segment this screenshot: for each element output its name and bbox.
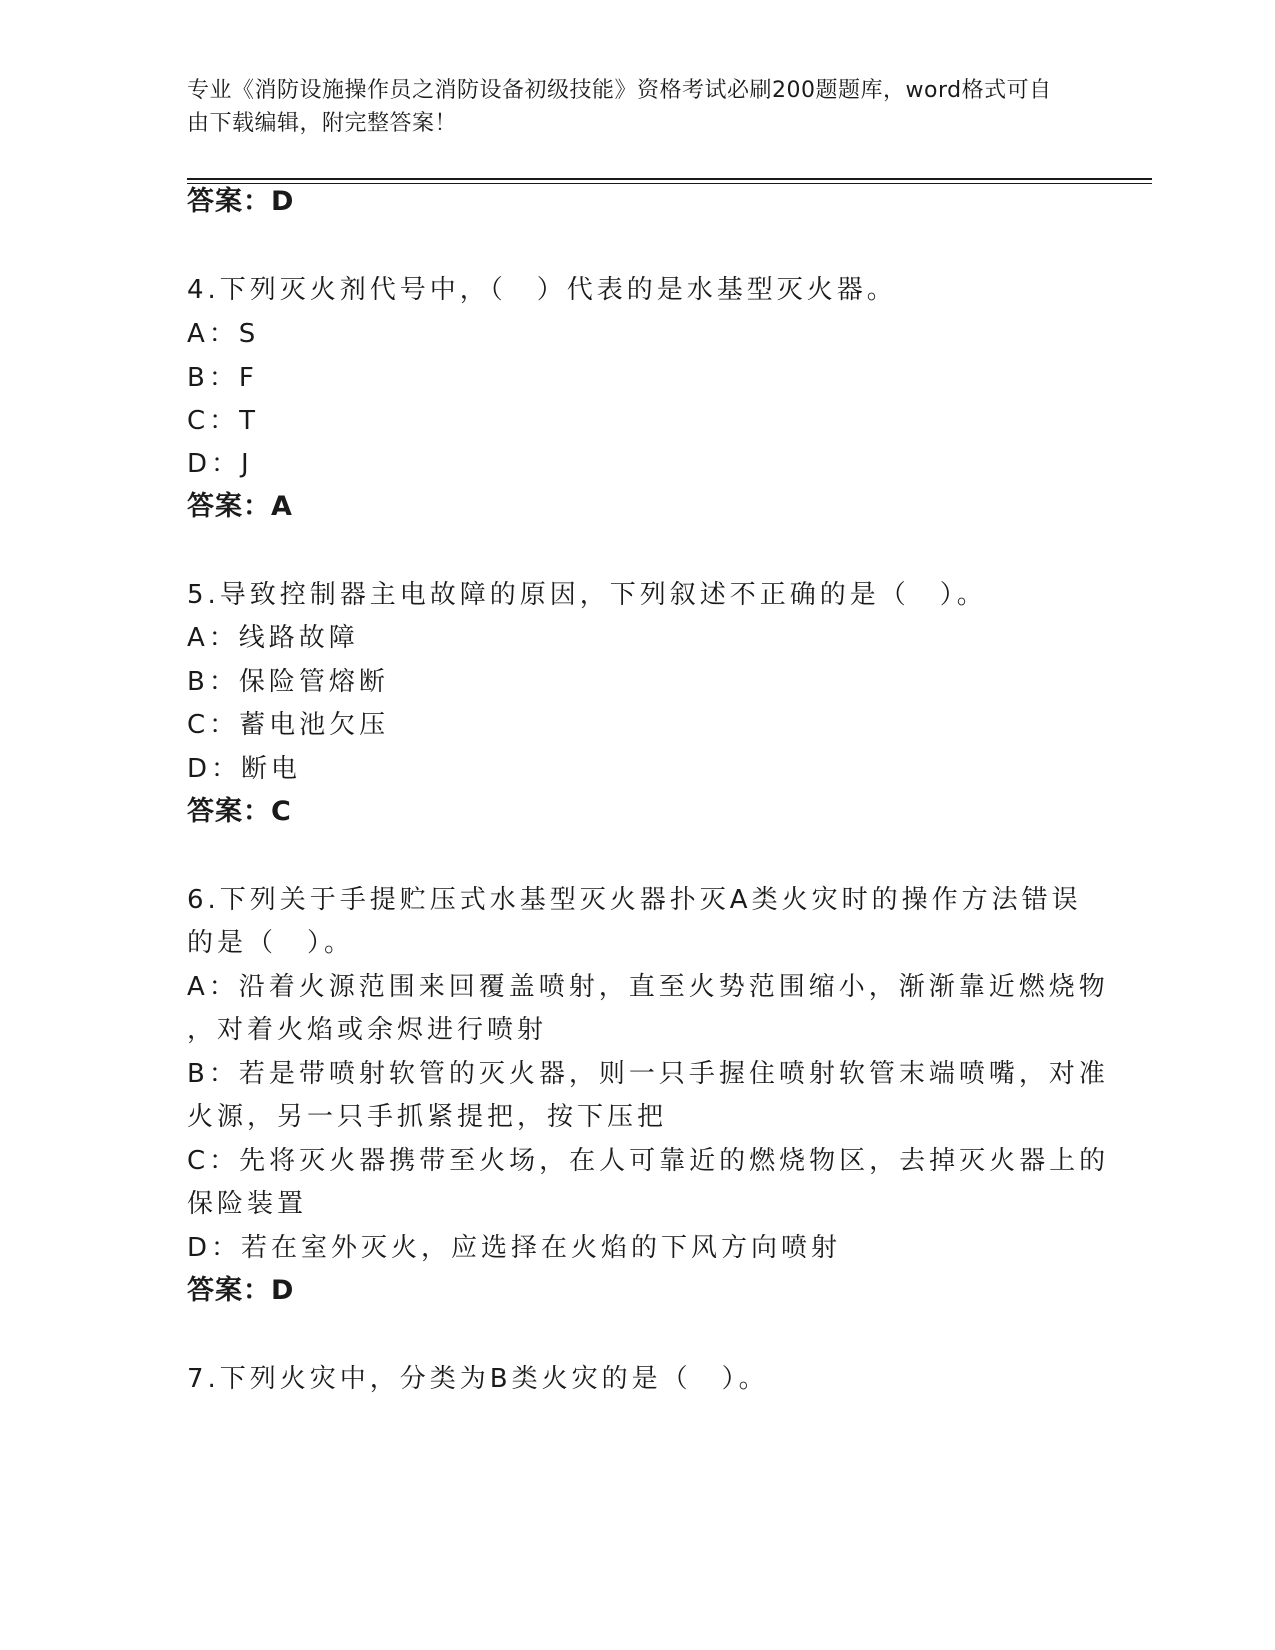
question-4-option-b: B：F: [187, 363, 258, 393]
document-header: 专业《消防设施操作员之消防设备初级技能》资格考试必刷200题题库，word格式可自由下载编辑，附完整答案！: [187, 78, 1052, 136]
question-6-option-a: A：沿着火源范围来回覆盖喷射，直至火势范围缩小，渐渐靠近燃烧物: [187, 972, 1109, 1002]
question-6-option-b: B：若是带喷射软管的灭火器，则一只手握住喷射软管末端喷嘴，对准: [187, 1059, 1109, 1089]
question-5-option-a: A：线路故障: [187, 623, 359, 653]
question-4-stem: 4.下列灭火剂代号中，（ ）代表的是水基型灭火器。: [187, 275, 897, 305]
question-6-option-c: C：先将灭火器携带至火场，在人可靠近的燃烧物区，去掉灭火器上的: [187, 1146, 1110, 1176]
question-6-stem: 6.下列关于手提贮压式水基型灭火器扑灭A类火灾时的操作方法错误: [187, 885, 1082, 915]
question-6-option-d: D：若在室外灭火，应选择在火焰的下风方向喷射: [187, 1233, 842, 1263]
header-divider-thin: [187, 183, 1152, 184]
question-4-option-a: A：S: [187, 319, 260, 349]
question-6-option-a-cont: ，对着火焰或余烬进行喷射: [187, 1015, 548, 1045]
answer-q5: 答案：C: [187, 796, 292, 827]
question-7-stem: 7.下列火灾中，分类为B类火灾的是（ ）。: [187, 1364, 769, 1394]
answer-q4: 答案：A: [187, 491, 293, 522]
question-6-option-c-cont: 保险装置: [187, 1189, 308, 1219]
question-4-option-d: D：J: [187, 449, 253, 479]
question-5-option-d: D：断电: [187, 754, 302, 784]
question-6-stem-cont: 的是（ ）。: [187, 928, 355, 958]
header-divider-thick: [187, 178, 1152, 180]
question-6-option-b-cont: 火源，另一只手抓紧提把，按下压把: [187, 1102, 668, 1132]
answer-q6: 答案：D: [187, 1275, 295, 1306]
question-4-option-c: C：T: [187, 406, 260, 436]
question-5-option-c: C：蓄电池欠压: [187, 710, 390, 740]
question-5-stem: 5.导致控制器主电故障的原因，下列叙述不正确的是（ ）。: [187, 580, 987, 610]
question-5-option-b: B：保险管熔断: [187, 667, 389, 697]
answer-q3: 答案：D: [187, 186, 295, 217]
